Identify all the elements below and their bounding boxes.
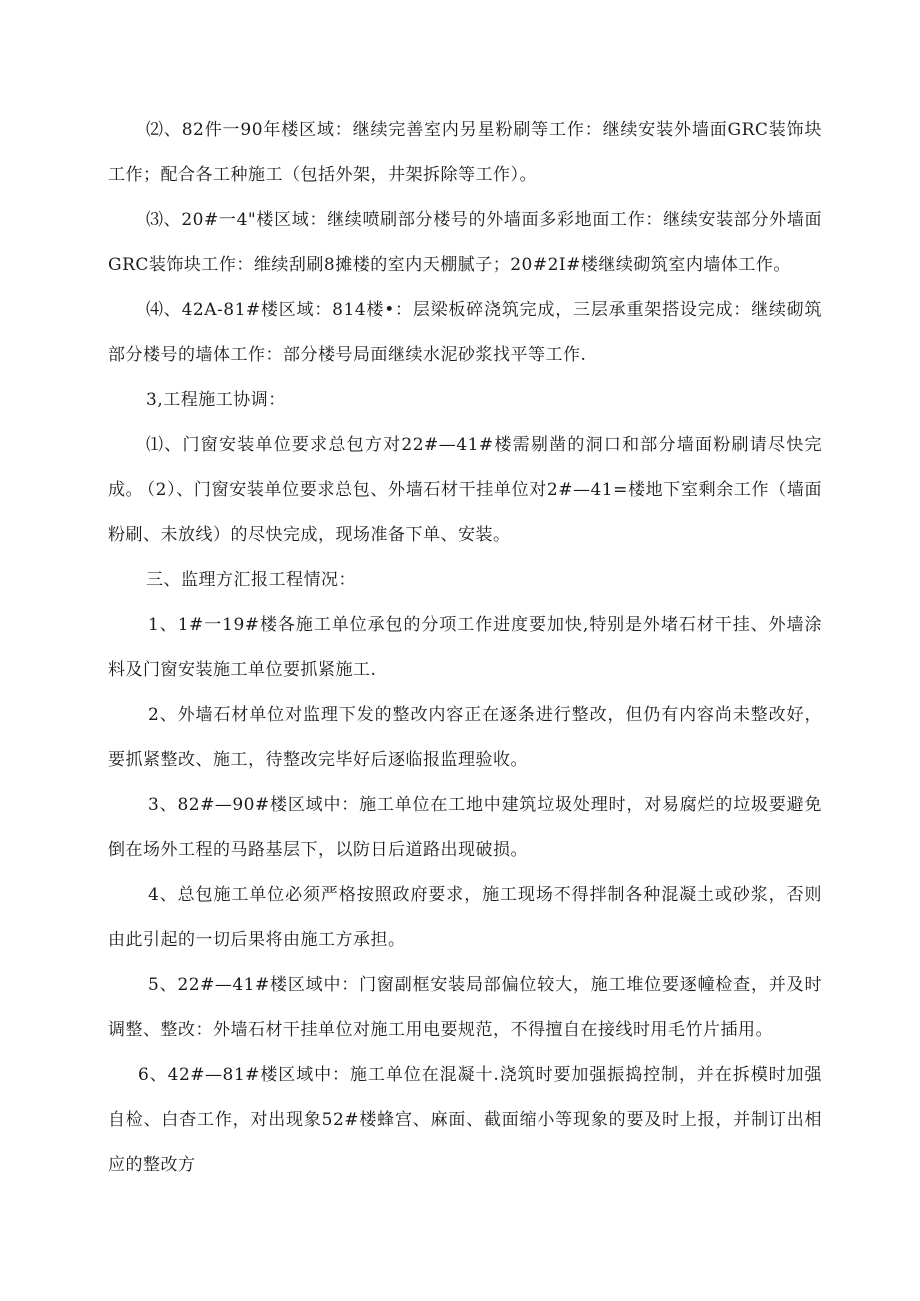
paragraph-report-1: 1、1#一19#楼各施工单位承包的分项工作进度要加快,特别是外堵石材干挂、外墙涂料及门窗安装施工单位要抓紧施工. [108, 615, 822, 680]
paragraph-report-5: 5、22#—41#楼区域中：门窗副框安装局部偏位较大，施工堆位要逐幢检查，并及时调整、整改：外墙石材干挂单位对施工用电要规范，不得擅自在接线时用毛竹片插用。 [108, 975, 822, 1040]
paragraph-item-4: ⑷、42A-81#楼区域：814楼•：层梁板碎浇筑完成，三层承重架搭设完成：继续砌筑部分楼号的墙体工作：部分楼号局面继续水泥砂浆找平等工作. [108, 300, 822, 365]
paragraph-report-2: 2、外墙石材单位对监理下发的整改内容正在逐条进行整改，但仍有内容尚未整改好，要抓紧整改、施工，待整改完毕好后逐临报监理验收。 [108, 705, 822, 770]
paragraph-report-3: 3、82#—90#楼区域中：施工单位在工地中建筑垃圾处理时，对易腐烂的垃圾要避免倒在场外工程的马路基层下，以防日后道路出现破损。 [108, 795, 822, 860]
paragraph-report-6: 6、42#—81#楼区域中：施工单位在混凝十.浇筑时要加强振捣控制，并在拆模时加强自检、白杳工作，对出现象52#楼蜂宫、麻面、截面缩小等现象的要及时上报，并制订出相应的整改方 [108, 1065, 822, 1175]
paragraph-item-2: ⑵、82件一90年楼区域：继续完善室内另星粉刷等工作：继续安装外墙面GRC装饰块工作；配合各工种施工（包括外架，井架拆除等工作）。 [108, 120, 822, 185]
paragraph-item-3: ⑶、20#一4"楼区域：继续喷刷部分楼号的外墙面多彩地面工作：继续安装部分外墙面GRC装饰块工作：维续刮刷8摊楼的室内天棚腻子；20#2I#楼继续砌筑室内墙体工作。 [108, 210, 822, 275]
paragraph-item-coord-1: ⑴、门窗安装单位要求总包方对22#—41#楼需剔凿的洞口和部分墙面粉刷请尽快完成。 [108, 435, 822, 500]
section-heading-coordination: 3,工程施工协调： [146, 390, 286, 410]
paragraph-item-coord-2: （2）、门窗安装单位要求总包、外墙石材干挂单位对2#—41=楼地下室剩余工作（墙面粉刷、未放线）的尽快完成，现场准备下单、安装。 [108, 480, 822, 545]
section-heading-supervisor-report: 三、监理方汇报工程情况： [146, 570, 356, 590]
paragraph-report-4: 4、总包施工单位必须严格按照政府要求，施工现场不得拌制各种混凝土或砂浆，否则由此引起的一切后果将由施工方承担。 [108, 885, 822, 950]
